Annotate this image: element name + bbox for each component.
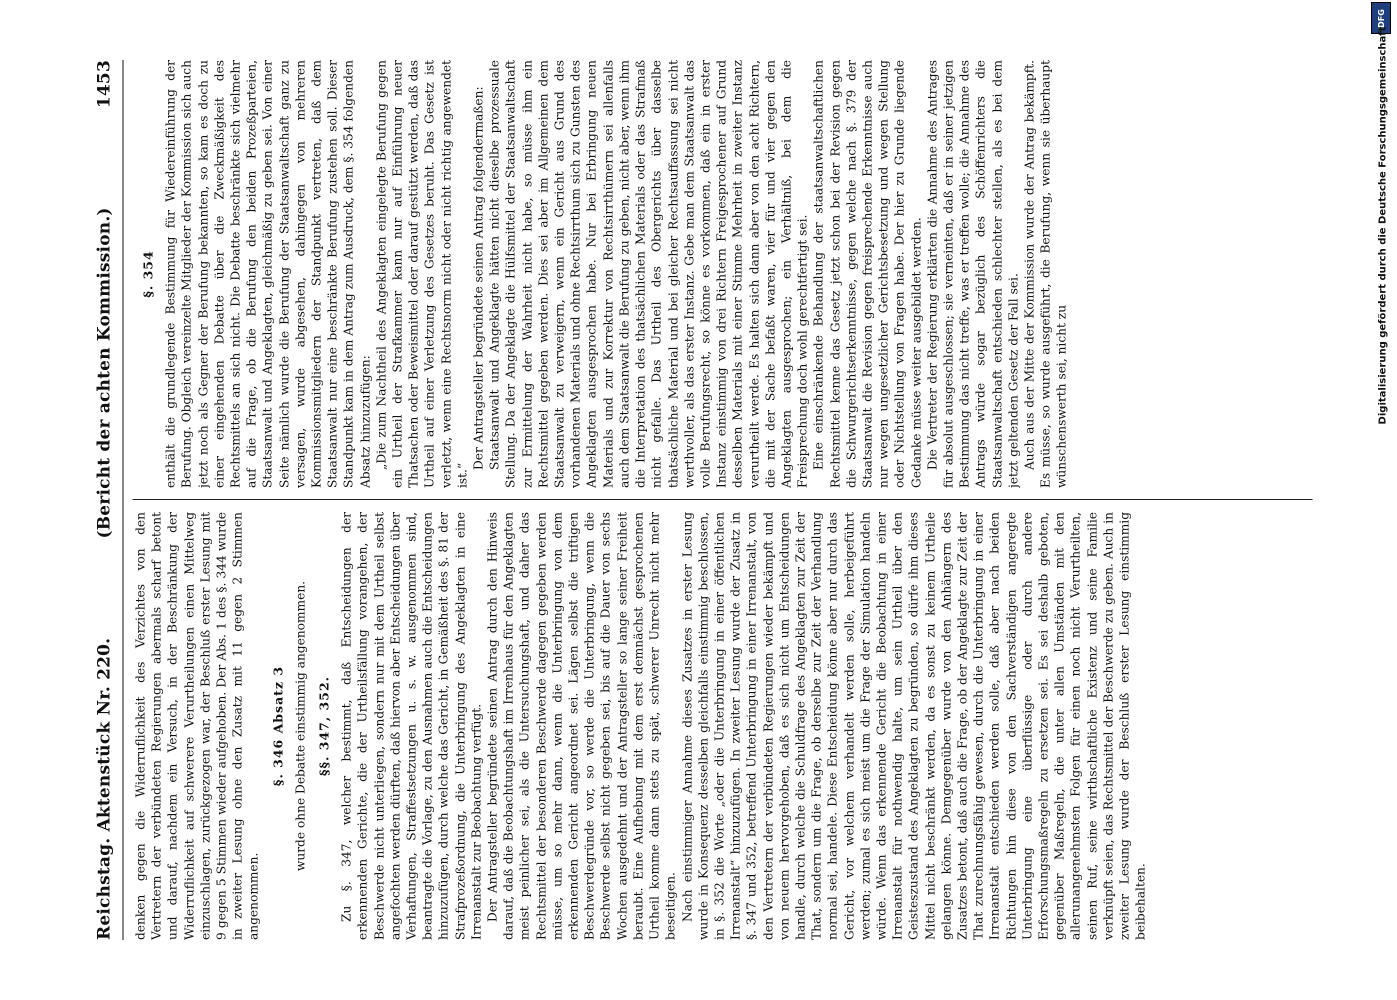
header-center: (Bericht der achten Kommission.) xyxy=(94,207,114,539)
paragraph: Der Antragsteller begründete seinen Antrag folgendermaßen: xyxy=(471,86,486,470)
paragraph: Nach einstimmiger Annahme dieses Zusatzes in erster Lesung wurde in Konsequenz desselben gleichfalls einstimmig beschlossen, in §. 352 die Worte „oder die Unterbringung in einer öffentlichen Irrenanstalt“ hinzuzufügen. In zweiter Lesung wurde der Zusatz in §. 347 und 352, betreffend Unterbringung in einer Irrenanstalt, von den Vertretern der verbündeten Regierungen wieder bekämpft und von neuem hervorgehoben, daß es sich nicht um Entscheidungen handle, durch welche die Schuldfrage des Angeklagten zur Zeit der That, sondern um die Frage, ob derselbe zur Zeit der Verhandlung normal sei, handele. Diese Entscheidung könne aber nur durch das Gericht, vor welchem verhandelt werden solle, herbeigeführt werden; zumal es sich meist um die Frage der Simulation handeln würde. Wenn das erkennende Gericht die Beobachtung in einer Irrenanstalt für nothwendig halte, um sein Urtheil über den Geisteszustand des Angeklagten zu begründen, so dürfe ihm dieses Mittel nicht beschränkt werden, da es sonst zu keinem Urtheile gelangen könne. Demgegenüber wurde von den Anhängern des Zusatzes betont, daß auch die Frage, ob der Angeklagte zur Zeit der That zurechnungsfähig gewesen, durch die Unterbringung in einer Irrenanstalt entschieden werden solle, daß aber nach beiden Richtungen hin diese von den Sachverständigen angeregte Unterbringung eine überflüssige oder durch andere Erforschungsmaßregeln zu ersetzen sei. Es sei deshalb geboten, gegenüber Maßregeln, die unter allen Umständen mit den allerunangenehmsten Folgen für einen noch nicht Verurtheilten, seinen Ruf, seine wirthschaftliche Existenz und seine Familie verknüpft seien, das Rechtsmittel der Beschwerde zu geben. Auch in zweiter Lesung wurde der Beschluß erster Lesung einstimmig beibehalten. xyxy=(679,512,1148,940)
paragraph: Eine einschränkende Behandlung der staatsanwaltschaftlichen Rechtsmittel kenne das Gesetz jetzt schon bei der Revision gegen die Schwurgerichtserkenntnisse, gegen welche nach §. 379 der Staatsanwalt die Revision gegen freisprechende Erkenntnisse auch nur wegen ungesetzlicher Gerichtsbesetzung und wegen Stellung oder Nichtstellung von Fragen habe. Der hier zu Grunde liegende Gedanke müsse weiter ausgebildet werden. xyxy=(811,60,923,488)
paragraph: Die Vertreter der Regierung erklärten die Annahme des Antrages für absolut ausgeschlossen; sie verneinten, daß er in seiner jetzigen Bestimmung das nicht treffe, was er treffen wolle; die Annahme des Antrags würde sogar bezüglich des Schöffenrichters die Staatsanwaltschaft entschieden schlechter stellen, als es bei dem jetzt geltenden Gesetz der Fall sei. xyxy=(924,60,1020,488)
paragraph: enthält die grundlegende Bestimmung für Wiedereinführung der Berufung. Obgleich vereinzelte Mitglieder der Kommission sich auch jetzt noch als Gegner der Berufung bekannten, so kam es doch zu einer eingehenden Debatte über die Zweckmäßigkeit des Rechtsmittels an sich nicht. Die Debatte beschränkte sich vielmehr auf die Frage, ob die Berufung den beiden Prozeßparteien, Staatsanwalt und Angeklagten, gleichmäßig zu geben sei. Von einer Seite nämlich wurde die Berufung der Staatsanwaltschaft ganz zu versagen, wurde abgesehen, dahingegen von mehreren Kommissionsmitgliedern der Standpunkt vertreten, daß dem Staatsanwalt nur eine beschränkte Berufung zustehen soll. Dieser Standpunkt kam in dem Antrag zum Ausdruck, dem §. 354 folgenden Absatz hinzuzufügen: xyxy=(163,60,372,488)
section-note: wurde ohne Debatte einstimmig angenommen. xyxy=(292,580,307,872)
section-heading: §§. 347, 352. xyxy=(316,675,332,777)
header-left: Reichstag. Aktenstück Nr. 220. xyxy=(94,637,114,940)
paragraph: denken gegen die Widerruflichkeit des Verzichtes von den Vertretern der verbündeten Regierungen abermals scharf betont und darauf, nachdem ein Versuch, in der Beschränkung der Widerruflichkeit auf schwerere Verurtheilungen einen Mittelweg einzuschlagen, zurückgezogen war, der Beschluß erster Lesung mit 9 gegen 5 Stimmen wieder aufgehoben. Der Abs. 1 des §. 344 wurde in zweiter Lesung ohne den Zusatz mit 11 gegen 2 Stimmen angenommen. xyxy=(133,512,261,940)
header-rule xyxy=(122,60,123,940)
paragraph: Der Antragsteller begründete seinen Antrag durch den Hinweis darauf, daß die Beobachtungshaft im Irrenhaus für den Angeklagten meist peinlicher sei, als die Untersuchungshaft, und daher das Rechtsmittel der besonderen Beschwerde dagegen gegeben werden müsse, um so mehr dann, wenn die Unterbringung von dem erkennenden Gericht angeordnet sei. Lägen selbst die triftigen Beschwerdegründe vor, so werde die Unterbringung, wenn die Beschwerde selbst nicht gegeben sei, bis auf die Dauer von sechs Wochen ausgedehnt und der Antragsteller so lange seiner Freiheit beraubt. Eine Aufhebung mit dem erst demnächst gesprochenen Urtheil komme dann stets zu spät, schwerer Unrecht nicht mehr beseitigen. xyxy=(485,512,678,940)
section-heading: §. 354 xyxy=(140,250,155,298)
paragraph: Staatsanwalt und Angeklagte hätten nicht dieselbe prozessuale Stellung. Da der Angeklagte die Hülfsmittel der Staatsanwaltschaft zur Ermittelung der Wahrheit nicht habe, so müsse ihm ein Rechtsmittel gegeben werden. Dies sei aber im Allgemeinen dem Staatsanwalt zu verweigern, wenn ein Gericht aus Grund des vorhandenen Materials und ohne Rechtsirrthum sich zu Gunsten des Angeklagten ausgesprochen habe. Nur bei Erbringung neuen Materials und zur Korrektur von Rechtsirrthümern sei allenfalls auch dem Staatsanwalt die Berufung zu geben, nicht aber, wenn ihm die Interpretation des thatsächlichen Materials oder das Strafmaß nicht gefalle. Das Urtheil des Obergerichts über dasselbe thatsächliche Material und bei gleicher Rechtsauffassung sei nicht werthvoller, als das erster Instanz. Gebe man dem Staatsanwalt das volle Berufungsrecht, so könne es vorkommen, daß ein in erster Instanz einstimmig von drei Richtern Freigesprochener auf Grund desselben Materials mit einer Stimme Mehrheit in zweiter Instanz verurtheilt werde. Es halten sich dann aber von den acht Richtern, die mit der Sache befaßt waren, vier für und vier gegen den Angeklagten ausgesprochen; ein Verhältniß, bei dem die Freisprechung doch wohl gerechtfertigt sei. xyxy=(487,60,810,488)
right-column xyxy=(132,60,1322,488)
quote-paragraph: „Die zum Nachtheil des Angeklagten eingelegte Berufung gegen ein Urtheil der Strafkammer kann nur auf Einführung neuer Thatsachen oder Beweismittel oder darauf gestützt werden, daß das Urtheil auf einer Verletzung des Gesetzes beruht. Das Gesetz ist verletzt, wenn eine Rechtsnorm nicht oder nicht richtig angewendet ist.“ xyxy=(373,60,469,488)
page-header xyxy=(86,60,114,940)
watermark-text: Digitalisierung gefördert durch die Deutsche Forschungsgemeinschaft xyxy=(1377,26,1389,425)
section-heading: §. 346 Absatz 3 xyxy=(269,665,285,787)
paragraph: Zu §. 347, welcher bestimmt, daß Entscheidungen der erkennenden Gerichte, die der Urtheilsfällung vorangehen, der Beschwerde nicht unterliegen, sondern nur mit dem Urtheil selbst angefochten werden dürften, daß hiervon aber Entscheidungen über Verhaftungen, Straffestsetzungen u. s. w. ausgenommen sind, beantragte die Vorlage, zu den Ausnahmen auch die Entscheidungen hinzuzufügen, durch welche das Gericht, in Gemäßheit des §. 81 der Strafprozeßordnung, die Unterbringung des Angeklagten in eine Irrenanstalt zur Beobachtung verfügt. xyxy=(339,512,483,940)
column-divider xyxy=(132,499,1312,500)
page-number: 1453 xyxy=(94,60,114,109)
dfg-logo: DFG xyxy=(1371,2,1391,34)
digitization-watermark xyxy=(1373,0,1393,1000)
left-column xyxy=(132,512,1322,940)
document-page xyxy=(86,60,1326,940)
paragraph: Auch aus der Mitte der Kommission wurde der Antrag bekämpft. Es müsse, so wurde ausgeführt, die Berufung, wenn sie überhaupt wünschenswerth sei, nicht zu xyxy=(1021,60,1069,488)
